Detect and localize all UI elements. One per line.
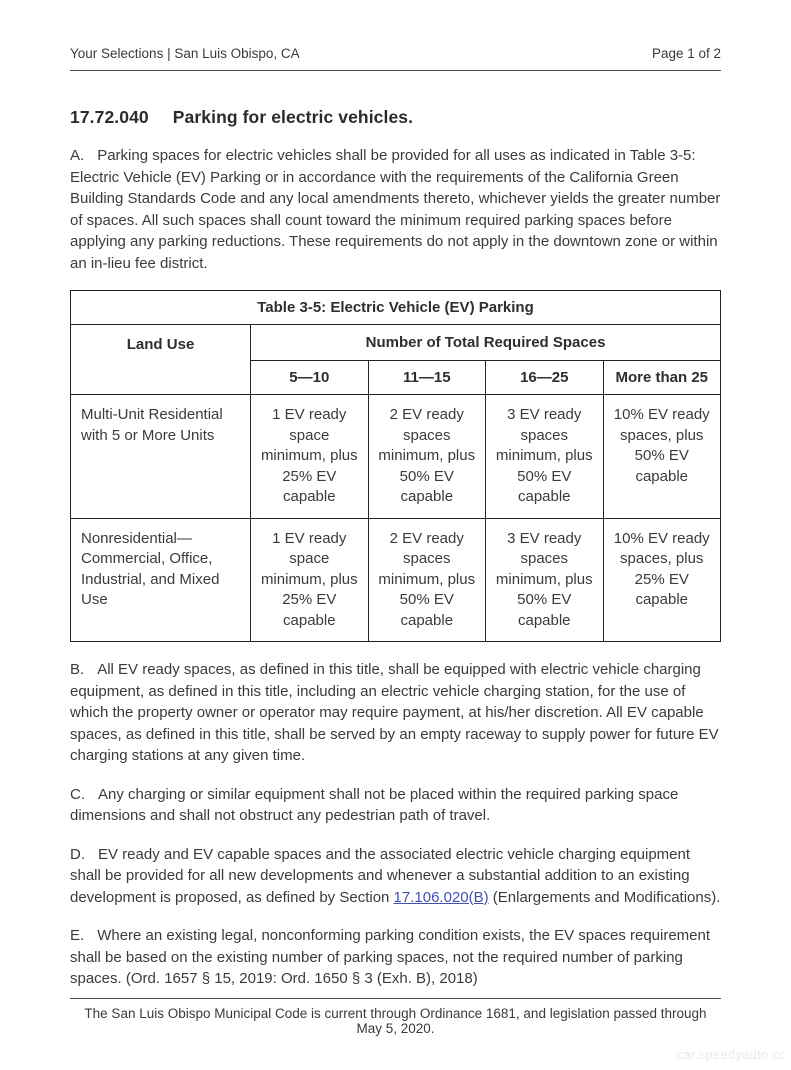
paragraph-b-label: B. (70, 661, 85, 678)
table-cell: 3 EV ready spaces minimum, plus 50% EV capable (486, 395, 603, 519)
page-header (70, 46, 721, 71)
column-header-range-2: 11—15 (368, 361, 485, 395)
paragraph-a-label: A. (70, 147, 85, 164)
footer-currency-note: The San Luis Obispo Municipal Code is current through Ordinance 1681, and legislation passed through May 5, 2020. (84, 1006, 707, 1036)
paragraph-d-label: D. (70, 845, 85, 863)
table-title-row (71, 291, 721, 325)
paragraph-a-text: Parking spaces for electric vehicles shall be provided for all uses as indicated in Table 3-5: Electric Vehicle (EV) Parking or in accordance with the requirements of the California Green Building Standards Code and any local amendments thereto, whichever yields the greater number of spaces. All such spaces shall count toward the minimum required parking spaces before applying any parking reductions. These requirements do not apply in the downtown zone or within an in-lieu fee district. (70, 147, 721, 272)
paragraph-e-text: Where an existing legal, nonconforming parking condition exists, the EV spaces requirement shall be based on the existing number of parking spaces, not the required number of parking spaces. (Ord. 1657 § 15, 2019: Ord. 1650 § 3 (Exh. B), 2018) (70, 927, 711, 987)
table-header-row (71, 325, 721, 361)
paragraph-d-text-before: EV ready and EV capable spaces and the associated electric vehicle charging equipment shall be provided for all new developments and whenever a substantial addition to an existing development is proposed, as defined by Section (70, 845, 691, 906)
column-group-header: Number of Total Required Spaces (251, 325, 721, 361)
section-reference-link[interactable]: 17.106.020(B) (393, 888, 489, 906)
paragraph-c-text: Any charging or similar equipment shall not be placed within the required parking space dimensions and shall not obstruct any pedestrian path of travel. (70, 785, 679, 824)
page-footer (70, 998, 721, 1036)
paragraph-e-label: E. (70, 927, 85, 944)
paragraph-a (70, 145, 721, 274)
paragraph-d-text-after: (Enlargements and Modifications). (488, 888, 721, 906)
column-header-range-3: 16—25 (486, 361, 603, 395)
table-cell: 1 EV ready space minimum, plus 25% EV capable (251, 518, 368, 642)
paragraph-b (70, 659, 721, 767)
header-breadcrumb: Your Selections | San Luis Obispo, CA (70, 46, 300, 61)
column-header-range-1: 5—10 (251, 361, 368, 395)
table-row (71, 395, 721, 519)
column-header-land-use: Land Use (71, 325, 251, 395)
table-title: Table 3-5: Electric Vehicle (EV) Parking (71, 291, 721, 325)
table-cell: 10% EV ready spaces, plus 25% EV capable (603, 518, 721, 642)
paragraph-e (70, 925, 721, 990)
table-row (71, 518, 721, 642)
document-page (0, 46, 791, 990)
paragraph-c-label: C. (70, 785, 85, 803)
section-heading-text: Parking for electric vehicles. (172, 107, 414, 127)
section-number: 17.72.040 (70, 107, 149, 127)
land-use-cell: Multi-Unit Residential with 5 or More Units (71, 395, 251, 519)
table-cell: 3 EV ready spaces minimum, plus 50% EV capable (486, 518, 603, 642)
page-number-indicator: Page 1 of 2 (651, 46, 721, 61)
paragraph-d (70, 844, 721, 909)
table-cell: 10% EV ready spaces, plus 50% EV capable (603, 395, 721, 519)
ev-parking-table (70, 290, 721, 642)
column-header-range-4: More than 25 (603, 361, 721, 395)
table-cell: 1 EV ready space minimum, plus 25% EV capable (251, 395, 368, 519)
table-cell: 2 EV ready spaces minimum, plus 50% EV capable (368, 395, 485, 519)
table-cell: 2 EV ready spaces minimum, plus 50% EV capable (368, 518, 485, 642)
paragraph-b-text: All EV ready spaces, as defined in this title, shall be equipped with electric vehicle charging equipment, as defined in this title, including an electric vehicle charging station, for the use of which the property owner or operator may require payment, at his/her discretion. All EV capable spaces, as defined in this title, shall be served by an empty raceway to supply power for future EV charging stations at any given time. (70, 661, 719, 764)
section-title (70, 107, 721, 128)
paragraph-c (70, 784, 721, 827)
watermark-text: car.speedyauto.cc (676, 1048, 786, 1062)
land-use-cell: Nonresidential—Commercial, Office, Industrial, and Mixed Use (71, 518, 251, 642)
